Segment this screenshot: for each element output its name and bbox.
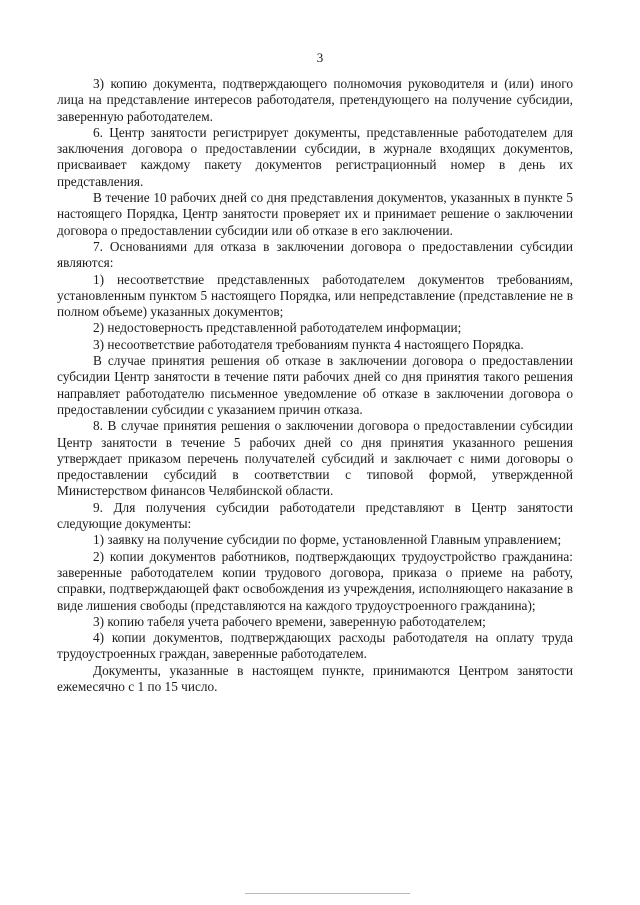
paragraph-14: 4) копии документов, подтверждающих расходы работодателя на оплату труда трудоустроенных граждан, заверенные работодателем. — [57, 630, 573, 662]
paragraph-6: 2) недостоверность представленной работодателем информации; — [93, 320, 462, 336]
paragraph-9: 8. В случае принятия решения о заключении договора о предоставлении субсидии Центр занятости в течение 5 рабочих дней со дня принятия указанного решения утверждает приказом перечень получателей субсидий и заключает с ними договоры о предоставлении субсидий в соответствии с типовой формой, утвержденной Министерством финансов Челябинской области. — [57, 418, 573, 499]
paragraph-1: 3) копию документа, подтверждающего полномочия руководителя и (или) иного лица на представление интересов работодателя, претендующего на получение субсидии, заверенную работодателем. — [57, 76, 573, 124]
paragraph-7: 3) несоответствие работодателя требованиям пункта 4 настоящего Порядка. — [93, 336, 524, 352]
paragraph-12: 2) копии документов работников, подтверждающих трудоустройство гражданина: заверенные работодателем копии трудового договора, приказа о приеме на работу, справки, подтверждающей факт освобождения из учреждения, исполняющего наказание в виде лишения свободы (представляются на каждого трудоустроенного гражданина); — [57, 548, 573, 613]
page-number: 3 — [316, 50, 324, 65]
paragraph-13: 3) копию табеля учета рабочего времени, заверенную работодателем; — [93, 613, 486, 629]
paragraph-4: 7. Основаниями для отказа в заключении договора о предоставлении субсидии являются: — [57, 238, 573, 271]
footer-rule — [245, 893, 410, 894]
paragraph-11: 1) заявку на получение субсидии по форме, установленной Главным управлением; — [93, 532, 562, 548]
document-body — [57, 76, 573, 695]
paragraph-10: 9. Для получения субсидии работодатели представляют в Центр занятости следующие документы: — [57, 499, 573, 532]
paragraph-3: В течение 10 рабочих дней со дня представления документов, указанных в пункте 5 настоящего Порядка, Центр занятости проверяет их и принимает решение о заключении договора о предоставлении субсидии или об отказе в его заключении. — [57, 190, 573, 238]
paragraph-8: В случае принятия решения об отказе в заключении договора о предоставлении субсидии Центр занятости в течение пяти рабочих дней со дня принятия такого решения направляет работодателю письменное уведомление об отказе в заключении договора о предоставлении субсидии с указанием причин отказа. — [57, 353, 573, 417]
paragraph-5: 1) несоответствие представленных работодателем документов требованиям, установленным пунктом 5 настоящего Порядка, или непредставление (представление не в полном объеме) указанных документов; — [57, 271, 573, 320]
paragraph-15: Документы, указанные в настоящем пункте, принимаются Центром занятости ежемесячно с 1 по 15 число. — [57, 662, 573, 694]
paragraph-2: 6. Центр занятости регистрирует документы, представленные работодателем для заключения договора о предоставлении субсидии, в журнале входящих документов, присваивает каждому пакету документов регистрационный номер в день их представления. — [57, 124, 573, 189]
